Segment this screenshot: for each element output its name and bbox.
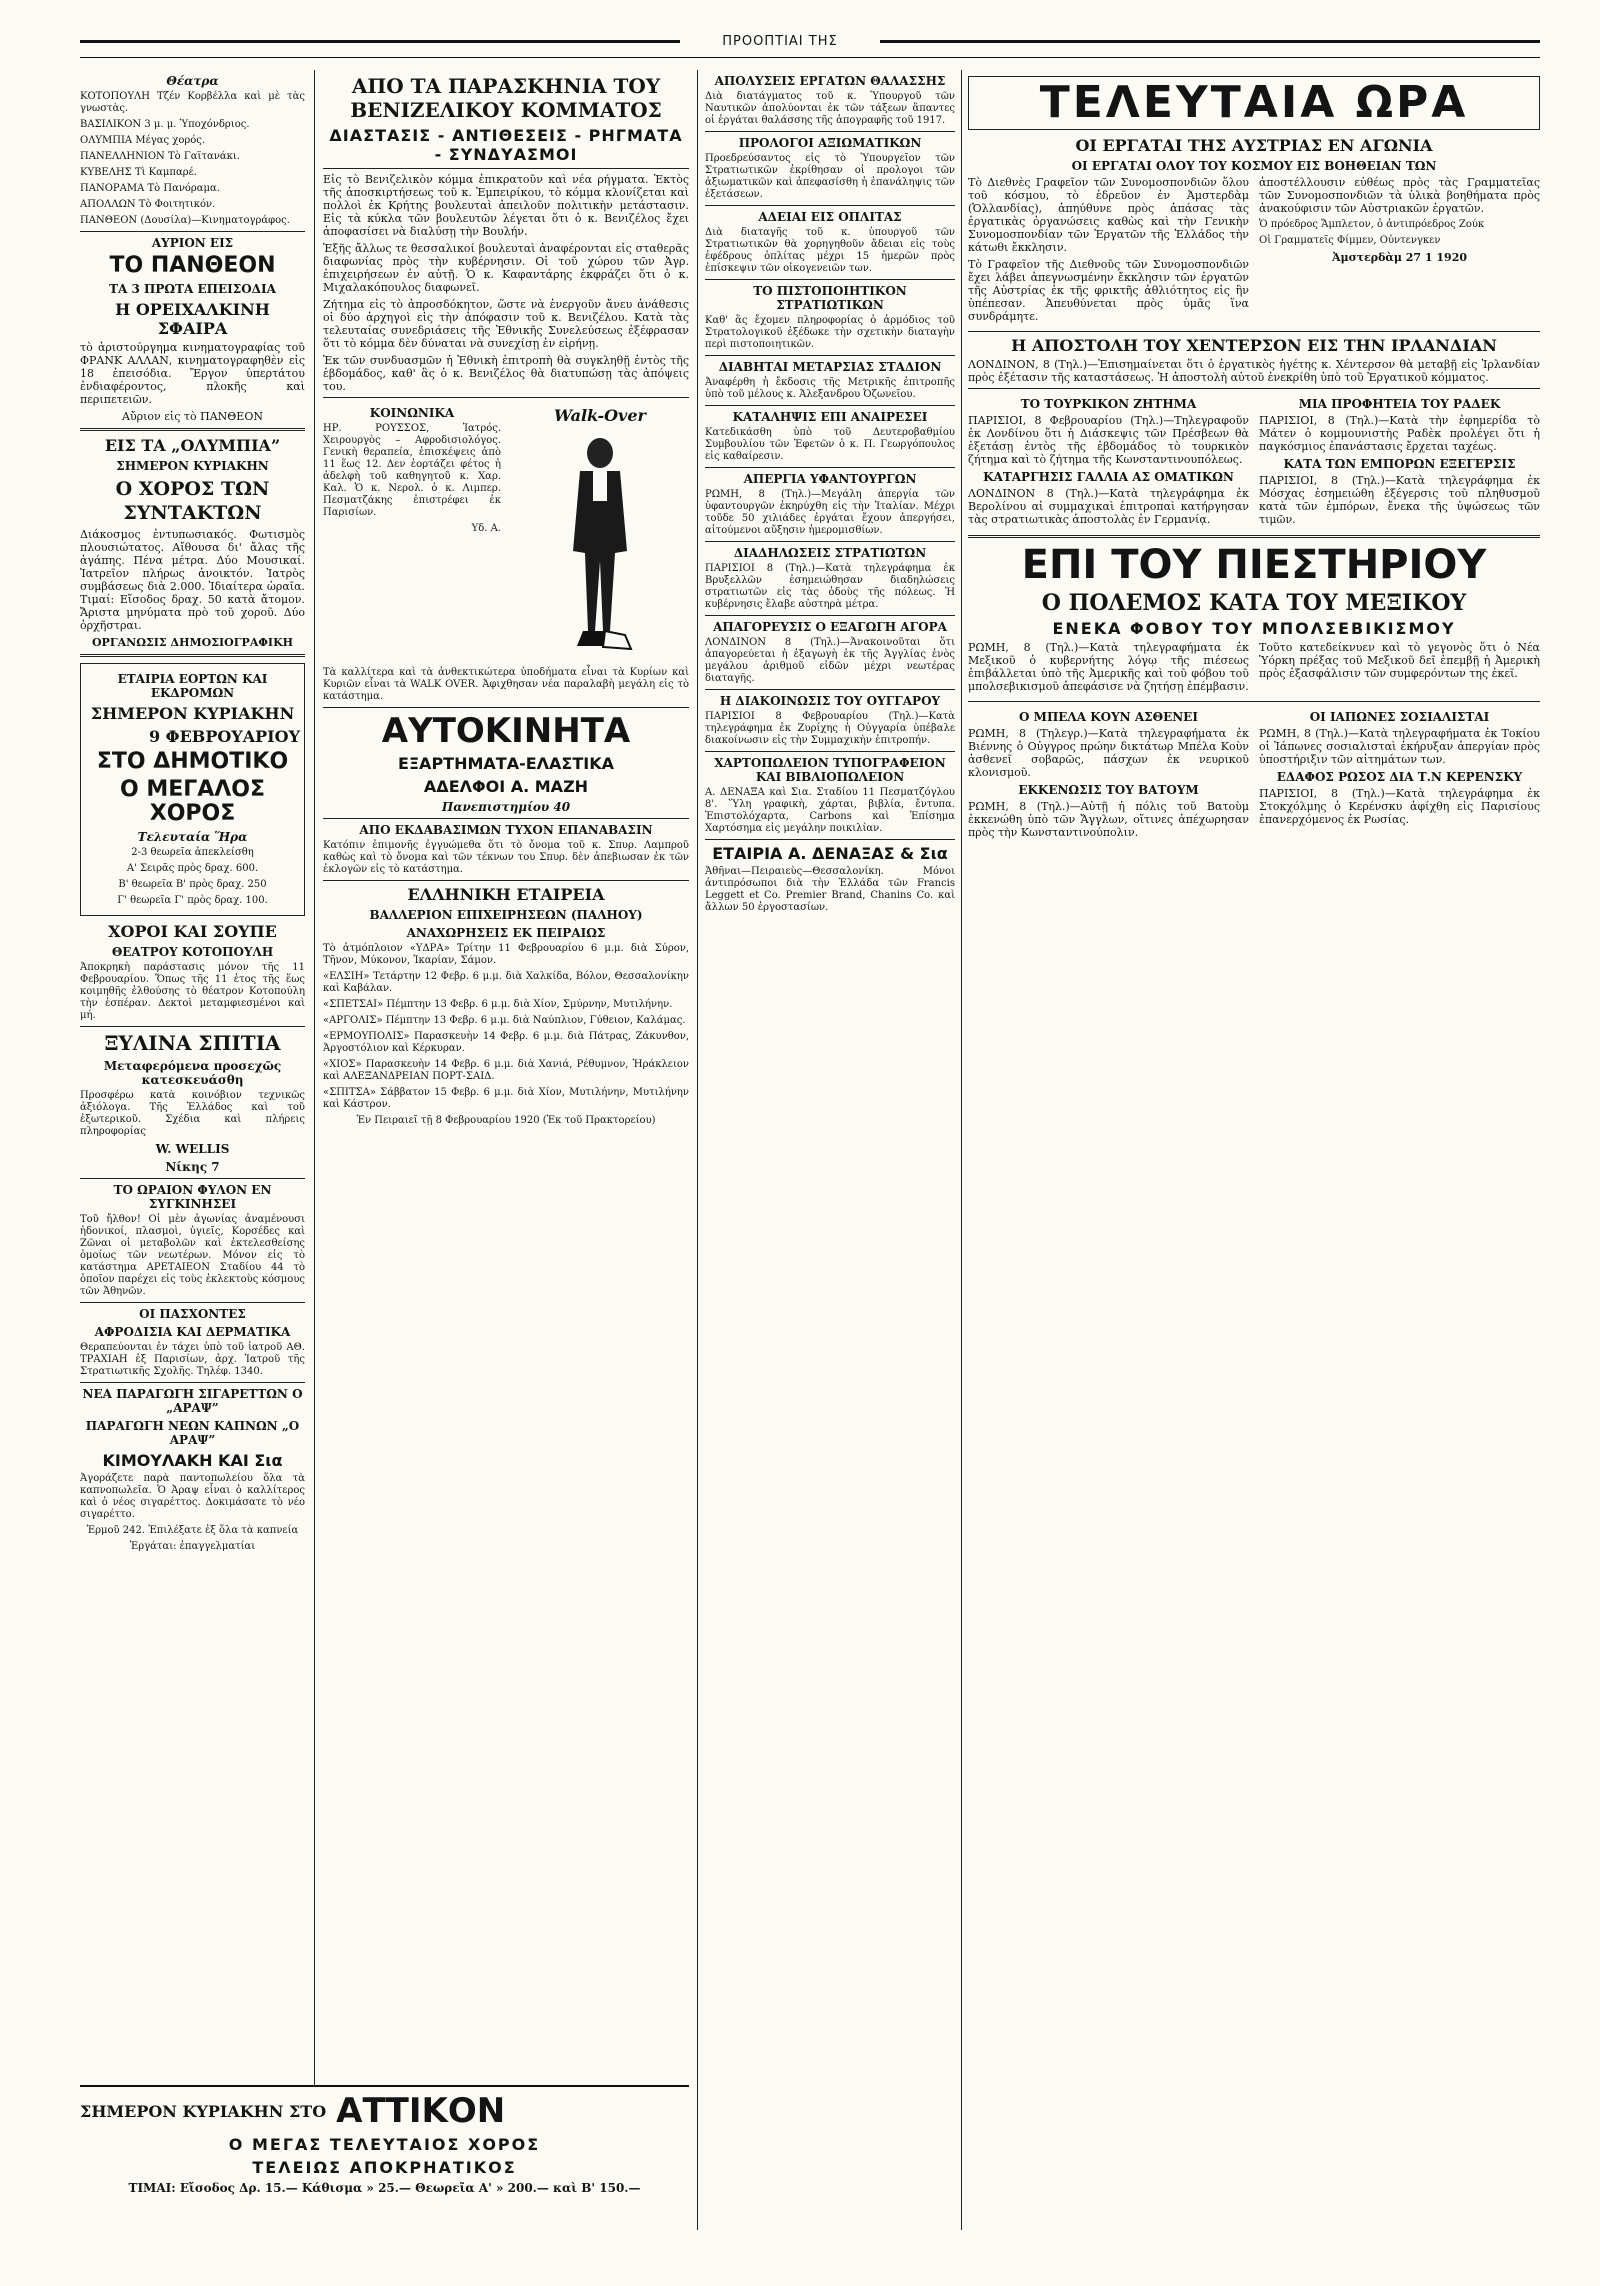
news-text: Προεδρεύσαντος εἰς τὸ Ὑπουργεῖον τῶν Στρατιωτικῶν ἐκρίθησαν οἱ προλογοι τῶν ἀξιωματικῶν καὶ ἀπεφασίσθη ἡ ἐπανάληψις τῶν ἐξετάσεων. <box>705 153 955 200</box>
dimotiko-price: Β' θεωρεῖα Β' πρὸς δραχ. 250 <box>118 879 267 890</box>
theatra-line: ΚΟΤΟΠΟΥΛΗ Τζέν Κορβέλλα καὶ μὲ τὰς γνωστὰς. <box>80 91 305 114</box>
news-title: ΤΟ ΠΙΣΤΟΠΟΙΗΤΙΚΟΝ ΣΤΡΑΤΙΩΤΙΚΩΝ <box>753 284 907 312</box>
dimotiko-title: Ο ΜΕΓΑΛΟΣ ΧΟΡΟΣ <box>119 777 266 826</box>
dimotiko-company: ΕΤΑΙΡΙΑ ΕΟΡΤΩΝ ΚΑΙ ΕΚΔΡΟΜΩΝ <box>117 672 268 700</box>
venizelos-paragraph: Ἐξῆς ἄλλως τε θεσσαλικοί βουλευταὶ ἀναφέρονται εἰς σταθερᾶς διαφωνίας πρὸς τὴν κυβέρνησιν. Οἱ τοῦ χώρου τῶν Ἀγρ. ἐπιχειρήσεων ἐν αὐτῇ. Ὁ κ. Καφαντάρης ἐκφράζει ὅτι ὁ κ. Μιχαλακόπουλος διαφωνεῖ. <box>323 242 689 294</box>
xylina-addr: Νίκης 7 <box>165 1160 220 1174</box>
attikon-date: ΣΗΜΕΡΟΝ ΚΥΡΙΑΚΗΝ ΣΤΟ <box>80 2101 327 2121</box>
news-text: Ἀναφέρθη ἡ ἔκδοσις τῆς Μετρικῆς ἐπιτροπῆς ὑπὸ τοῦ μέλους κ. Ἀλεξανδρου Ὀζωνεῖου. <box>705 377 955 400</box>
oraion-title: ΤΟ ΩΡΑΙΟΝ ΦΥΛΟΝ ΕΝ ΣΥΓΚΙΝΗΣΕΙ <box>113 1183 272 1211</box>
news-text: ΛΟΝΔΙΝΟΝ 8 (Τηλ.)—Ἀνακοινοῦται ὅτι ἀπαγορεύεται ἡ ἐξαγωγὴ ἐκ τῆς Ἀγγλίας ἑνὸς μεγάλου ἀριθμοῦ εἰδῶν μέχρι νεωτέρας διαταγῆς. <box>705 637 955 684</box>
dimotiko-ad <box>80 663 305 916</box>
etaireia-sub2: ΑΝΑΧΩΡΗΣΕΙΣ ΕΚ ΠΕΙΡΑΙΩΣ <box>406 926 606 940</box>
lead-paragraph: Τὸ Διεθνὲς Γραφεῖον τῶν Συνομοσπονδιῶν ὅλου τοῦ κόσμου, τὸ ἑδρεῦον ἐν Ἀμστερδὰμ (Ὁλλανδίας), ἀπηύθυνε πρὸς ἁπάσας τὰς ἐργατικὰς ὀργανώσεις καθὼς καὶ τὴν Γενικὴν Συνομοσπονδίαν τῶν Ἐργατῶν τῆς Ἑλλάδος τὴν κάτωθι ἔκκλησιν. <box>968 176 1249 254</box>
sailing-line: «ΣΠΕΤΣΑΙ» Πέμπτην 13 Φεβρ. 6 μ.μ. διὰ Χίον, Σμύρνην, Μυτιλήνην. <box>323 999 673 1010</box>
sailing-line: «ΑΡΓΟΛΙΣ» Πέμπτην 13 Φεβρ. 6 μ.μ. διὰ Ναύπλιον, Γύθειον, Καλάμας. <box>323 1015 686 1026</box>
news-text: Κατεδικάσθη ὑπὸ τοῦ Δευτεροβαθμίου Συμβουλίου τῶν Ἐφετῶν ὁ κ. Π. Γεωργόπουλος εἰς καθαίρεσιν. <box>705 427 955 462</box>
batoum-title: ΕΚΚΕΝΩΣΙΣ ΤΟΥ ΒΑΤΟΥΜ <box>1018 783 1199 797</box>
newspaper-page <box>80 34 1540 2240</box>
theatra-line: ΒΑΣΙΛΙΚΟΝ 3 μ. μ. Ὑποχόνδριος. <box>80 119 250 130</box>
radek-text: ΠΑΡΙΣΙΟΙ, 8 (Τηλ.)—Κατὰ τὴν ἐφημερίδα τὸ Μάτεν ὁ κομμουνιστὴς Ραδὲκ προλέγει ὅτι ἡ παγκόσμιος ἐπανάστασις ἔρχεται ταχέως. <box>1259 414 1540 453</box>
news-title: ΔΙΑΒΗΤΑΙ ΜΕΤΑΡΣΙΑΣ ΣΤΑΔΙΟΝ <box>718 360 942 374</box>
attikon-venue: ΑΤΤΙΚΟΝ <box>336 2091 506 2131</box>
sailing-line: «ΣΠΙΤΣΑ» Σάββατον 15 Φεβρ. 6 μ.μ. διὰ Χίον, Μυτιλήνην, Μυτιλήνην καὶ Κάστρον. <box>323 1087 689 1110</box>
dimotiko-price: Α' Σειρᾶς πρὸς δραχ. 600. <box>126 863 259 874</box>
dimotiko-price: Γ' θεωρεῖα Γ' πρὸς δραχ. 100. <box>117 895 268 906</box>
pantheon-sign: Αὔριον εἰς τὸ ΠΑΝΘΕΟΝ <box>122 410 263 423</box>
lead-paragraph: Τὸ Γραφεῖον τῆς Διεθνοῦς τῶν Συνομοσπονδιῶν ἔχει λάβει ἀπεγνωσμένην ἔκκλησιν τῶν ἐργατῶν τῆς Αὐστρίας ἐκ τῆς φρικτῆς ἀθλιότητος εἰς ἣν ὑπέπεσαν. Ἀπευθύνεται πρὸς ὑμᾶς ἵνα συνδράμητε. <box>968 258 1249 323</box>
news-text: Διὰ διατάγματος τοῦ κ. Ὑπουργοῦ τῶν Ναυτικῶν ἀπολύονται ἐκ τῶν τάξεων ἅπαντες οἱ ἐργάται θαλάσσης τῆς ἀπογραφῆς τοῦ 1917. <box>705 91 955 126</box>
column-divider <box>697 70 698 2230</box>
attikon-prices: ΤΙΜΑΙ: Εἴσοδος Δρ. 15.— Κάθισμα » 25.— Θεωρεῖα Α' » 200.— καὶ Β' 150.— <box>128 2181 641 2195</box>
theatra-line: ΚΥΒΕΛΗΣ Τὶ Καμπαρέ. <box>80 167 197 178</box>
theatra-list <box>80 91 305 227</box>
japan-text: ΡΩΜΗ, 8 (Τηλ.)—Κατὰ τηλεγραφήματα ἐκ Τοκίου οἱ Ἰάπωνες σοσιαλισταὶ ἐκήρυξαν ἀπεργίαν πρὸς ὑποστήριξιν τῶν αἰτημάτων των. <box>1259 727 1540 766</box>
venizelos-paragraph: Ἐκ τῶν συνδυασμῶν ἡ Ἐθνικὴ ἐπιτροπὴ θὰ συγκληθῇ ἐντὸς τῆς ἑβδομάδος, καθ' ἃς ὁ κ. Βενιζέλος θὰ διατυπώσῃ τὰς ἀπόψεις του. <box>323 354 689 393</box>
kerenski-title: ΕΔΑΦΟΣ ΡΩΣΟΣ ΔΙΑ Τ.Ν ΚΕΡΕΝΣΚΥ <box>1276 770 1523 784</box>
pantheon-title: ΤΟ ΠΑΝΘΕΟΝ <box>109 253 276 278</box>
news-text: ΠΑΡΙΣΙΟΙ 8 (Τηλ.)—Κατὰ τηλεγράφημα ἐκ Βρυξελλῶν ἐσημειώθησαν διαδηλώσεις στρατιωτῶν εἰς τὰς ὁδοὺς τῆς πόλεως. Ἡ κυβέρνησις ἔλαβε αὐστηρὰ μέτρα. <box>705 563 955 610</box>
walkover-brand: Walk-Over <box>554 406 646 425</box>
dimotiko-day: 9 ΦΕΒΡΟΥΑΡΙΟΥ <box>148 727 300 746</box>
xylina-title: ΞΥΛΙΝΑ ΣΠΙΤΙΑ <box>104 1031 281 1055</box>
column-3 <box>705 70 955 2230</box>
dimotiko-venue: ΣΤΟ ΔΗΜΟΤΙΚΟ <box>96 749 289 774</box>
news-title: Η ΔΙΑΚΟΙΝΩΣΙΣ ΤΟΥ ΟΥΓΓΑΡΟΥ <box>719 694 941 708</box>
sailing-line: «ΕΛΣΙΗ» Τετάρτην 12 Φεβρ. 6 μ.μ. διὰ Χαλκίδα, Βόλον, Θεσσαλονίκην καὶ Καβάλαν. <box>323 971 689 994</box>
attikon-ad <box>80 2085 689 2237</box>
press-title: Ο ΠΟΛΕΜΟΣ ΚΑΤΑ ΤΟΥ ΜΕΞΙΚΟΥ <box>1041 590 1467 616</box>
attikon-sub: ΤΕΛΕΙΩΣ ΑΠΟΚΡΗΑΤΙΚΟΣ <box>252 2158 517 2177</box>
walkover-text: Τὰ καλλίτερα καὶ τὰ ἀνθεκτικώτερα ὑποδήματα εἶναι τὰ Κυρίων καὶ Κυριῶν εἶναι τὰ WALK OVER. Ἀφιχθησαν νέα παραλαβὴ μεγάλη εἰς τὸ κατάστημα. <box>323 667 689 702</box>
autokinita-title: ΑΥΤΟΚΙΝΗΤΑ <box>381 711 631 751</box>
man-figure-icon <box>545 431 655 661</box>
turkish-title: ΤΟ ΤΟΥΡΚΙΚΟΝ ΖΗΤΗΜΑ <box>1020 397 1197 411</box>
olympia-sign: ΟΡΓΑΝΩΣΙΣ ΔΗΜΟΣΙΟΓΡΑΦΙΚΗ <box>91 636 294 649</box>
lead-date: Ἀμστερδὰμ 27 1 1920 <box>1331 251 1468 264</box>
koinonika-title: ΚΟΙΝΩΝΙΚΑ <box>369 406 455 420</box>
xylina-sub: Μεταφερόμενα προσεχῶς κατεσκευάσθη <box>103 1059 282 1087</box>
lead-sub: ΟΙ ΕΡΓΑΤΑΙ ΟΛΟΥ ΤΟΥ ΚΟΣΜΟΥ ΕΙΣ ΒΟΗΘΕΙΑΝ ΤΩΝ <box>1071 159 1437 173</box>
news-title: ΚΑΤΑΛΗΨΙΣ ΕΠΙ ΑΝΑΙΡΕΣΕΙ <box>732 410 928 424</box>
soupe-sub: ΘΕΑΤΡΟΥ ΚΟΤΟΠΟΥΛΗ <box>111 945 274 959</box>
final-news-row <box>968 706 1540 843</box>
koinonika-sign: Υδ. Α. <box>471 523 501 534</box>
gallia-text: ΛΟΝΔΙΝΟΝ 8 (Τηλ.)—Κατὰ τηλεγράφημα ἐκ Βερολίνου αἱ συμμαχικαὶ ἐπιτροπαὶ κατήργησαν τὰς στρατιωτικὰς ἀποστολὰς ἐν Γερμανίᾳ. <box>968 487 1249 526</box>
attikon-title: Ο ΜΕΓΑΣ ΤΕΛΕΥΤΑΙΟΣ ΧΟΡΟΣ <box>228 2135 541 2154</box>
arap-tel: Ἐργάται: ἐπαγγελματίαι <box>129 1541 256 1552</box>
ekdosis-text: Κατόπιν ἐπιμονῆς ἐγγυώμεθα ὅτι τὸ ὄνομα τοῦ κ. Σπυρ. Λαμπροῦ καθὼς καὶ τὸ ὄνομα καὶ τῶν τέκνων του Σπυρ. δὲν ἀπεβιωσαν ἐκ τῶν ἐκλογῶν εἰς τὸ κατάστημα. <box>323 840 689 875</box>
sailing-line: Τὸ ἀτμόπλοιον «ΥΔΡΑ» Τρίτην 11 Φεβρουαρίου 6 μ.μ. διὰ Σύρον, Τῆνον, Μύκονον, Ἰκαρίαν, Σάμον. <box>323 943 689 966</box>
oraion-text: Τοῦ ἤλθον! Οἱ μὲν ἀγωνίας ἀναμένουσι ἡδονικοί, πλασμοὶ, ὑγιεῖς, Κορσέδες καὶ Ζῶναι οἱ μεταβολῶν καὶ ἐκτελεσθείσης ὁμοίως τῶν νεωτέρων. Μόνον εἰς τὸ κατάστημα ΑΡΕΤΑΙΕΟΝ Σταδίου 44 τὸ ὁποῖον παρέχει εἰς τοὺς ἐκλεκτοὺς κόσμους τῶν Ἀθηνῶν. <box>80 1214 305 1297</box>
etaireia-foot: Ἐν Πειραιεῖ τῇ 8 Φεβρουαρίου 1920 (Ἐκ τοῦ Πρακτορείου) <box>356 1115 656 1126</box>
gallia-title: ΚΑΤΑΡΓΗΣΙΣ ΓΑΛΛΙΑ ΑΣ ΟΜΑΤΙΚΩΝ <box>983 470 1234 484</box>
koun-text: ΡΩΜΗ, 8 (Τηλεγρ.)—Κατὰ τηλεγραφήματα ἐκ Βιέννης ὁ Οὐγγρος πρώην δικτάτωρ Μπέλα Κοὺν ἀσθενεῖ σοβαρῶς, πάσχων ἐκ νευρικοῦ κλονισμοῦ. <box>968 727 1249 779</box>
koun-title: Ο ΜΠΕΛΑ ΚΟΥΝ ΑΣΘΕΝΕΙ <box>1019 710 1198 724</box>
walkover-illustration <box>511 431 689 661</box>
olympia-title: Ο ΧΟΡΟΣ ΤΩΝ ΣΥΝΤΑΚΤΩΝ <box>115 478 270 524</box>
news-text: Διὰ διαταγῆς τοῦ κ. ὑπουργοῦ τῶν Στρατιωτικῶν θὰ χορηγηθοῦν ἄδειαι εἰς τοὺς ἐφέδρους ὁπλίτας μέχρι 15 ἡμερῶν πρὸς ἐπίσκεψιν τῶν οἰκογενειῶν των. <box>705 227 955 274</box>
xylina-text: Προσφέρω κατὰ κοινόβιον τεχνικῶς ἀξιόλογα. Τῆς Ἑλλάδος καὶ τοῦ ἐξωτερικοῦ. Σχέδια καὶ πλήρεις πληροφορίας <box>80 1090 305 1137</box>
pantheon-text: τὸ ἀριστούργημα κινηματογραφίας τοῦ ΦΡΑΝΚ ΑΛΛΑΝ, κινηματογραφηθὲν εἰς 18 ἐπεισόδια. Ἔργον ὑπερτάτου ἐνδιαφέροντος, πλοκῆς καὶ περιπετειῶν. <box>80 341 305 406</box>
news-title: ΔΙΑΔΗΛΩΣΕΙΣ ΣΤΡΑΤΙΩΤΩΝ <box>733 546 927 560</box>
dimotiko-price: 2-3 θεωρεῖα ἀπεκλείσθη <box>131 847 254 858</box>
theatra-line: ΑΠΟΛΛΩΝ Τὸ Φοιτητικόν. <box>80 199 216 210</box>
soupe-title: ΧΟΡΟΙ ΚΑΙ ΣΟΥΠΕ <box>108 922 277 941</box>
press-banner: ΕΠΙ ΤΟΥ ΠΙΕΣΤΗΡΙΟΥ <box>1021 542 1487 588</box>
news-text: ΠΑΡΙΣΙΟΙ 8 Φεβρουαρίου (Τηλ.)—Κατὰ τηλεγράφημα ἐκ Ζυρίχης ἡ Οὐγγαρία ὑπέβαλε διακοίνωσιν εἰς τὴν Συμμαχικὴν ἐπιτροπήν. <box>705 711 955 746</box>
radek-title: ΜΙΑ ΠΡΟΦΗΤΕΙΑ ΤΟΥ ΡΑΔΕΚ <box>1298 397 1501 411</box>
pasxontes-sub: ΑΦΡΟΔΙΣΙΑ ΚΑΙ ΔΕΡΜΑΤΙΚΑ <box>94 1325 291 1339</box>
column-divider <box>314 70 315 2230</box>
news-title: ΕΤΑΙΡΙΑ Α. ΔΕΝΑΞΑΣ & Σια <box>712 844 948 863</box>
mission-text: ΛΟΝΔΙΝΟΝ, 8 (Τηλ.)—Ἐπισημαίνεται ὅτι ὁ ἐργατικὸς ἡγέτης κ. Χέντερσον θὰ μεταβῇ εἰς Ἰρλανδίαν πρὸς ἐξέτασιν τῆς καταστάσεως. Ἡ ἀποστολὴ αὐτοῦ ἐνεκρίθη ὑπὸ τοῦ Ἐργατικοῦ κόμματος. <box>968 358 1540 384</box>
theatra-line: ΟΛΥΜΠΙΑ Μέγας χορός. <box>80 135 206 146</box>
xylina-sign: W. WELLIS <box>155 1142 230 1156</box>
arap-sub: ΠΑΡΑΓΩΓΗ ΝΕΩΝ ΚΑΠΝΩΝ „Ο ΑΡΑΨ” <box>85 1419 300 1447</box>
etaireia-title: ΕΛΛΗΝΙΚΗ ΕΤΑΙΡΕΙΑ <box>407 885 605 904</box>
masthead-label: ΠΡΟΟΠΤΙΑΙ ΤΗΣ <box>680 34 880 49</box>
news-title: ΑΠΕΡΓΙΑ ΥΦΑΝΤΟΥΡΓΩΝ <box>743 472 917 486</box>
mission-title: Η ΑΠΟΣΤΟΛΗ ΤΟΥ ΧΕΝΤΕΡΣΟΝ ΕΙΣ ΤΗΝ ΙΡΛΑΝΔΙΑΝ <box>1011 336 1497 355</box>
turkish-text: ΠΑΡΙΣΙΟΙ, 8 Φεβρουαρίου (Τηλ.)—Τηλεγραφοῦν ἐκ Λονδίνου ὅτι ἡ Διάσκεψις τῶν Πρέσβεων θὰ ἐξετάσῃ ἐντὸς τῆς ἑβδομάδος τὸ τουρκικὸν ζήτημα καὶ τὸ ζήτημα τῆς Κωνσταντινουπόλεως. <box>968 414 1249 466</box>
press-sub: ΕΝΕΚΑ ΦΟΒΟΥ ΤΟΥ ΜΠΟΛΣΕΒΙΚΙΣΜΟΥ <box>1052 619 1456 638</box>
teleutaia-banner-box <box>968 76 1540 130</box>
venizelos-paragraph: Ζήτημα εἰς τὸ ἀπροσδόκητον, ὥστε νὰ ἐνεργοῦν ἄνευ ἀνάθεσις οἱ δύο ἀρχηγοὶ εἰς τὴν ἀπόφασιν τοῦ κ. Βενιζέλου. Κατὰ τὰς τελευταίας συνεδριάσεις τῆς Ἐθνικῆς Συνελεύσεως ἐξέφρασαν ὅτι τὸ κόμμα δὲν δύναται νὰ συνεχίσῃ ἐν εἰρήνῃ. <box>323 298 689 350</box>
batoum-text: ΡΩΜΗ, 8 (Τηλ.)—Αὐτῇ ἡ πόλις τοῦ Βατοὺμ ἐκκενώθη ὑπὸ τῶν Ἄγγλων, οἵτινες ἀπέχωρησαν πρὸς τὴν Κωνσταντινούπολιν. <box>968 800 1249 839</box>
arap-brand: ΚΙΜΟΥΛΑΚΗ ΚΑΙ Σια <box>102 1451 283 1470</box>
sailing-line: «ΧΙΟΣ» Παρασκευὴν 14 Φεβρ. 6 μ.μ. διὰ Χανιά, Ρέθυμνον, Ἡράκλειον καὶ ΑΛΕΞΑΝΔΡΕΙΑΝ ΠΟΡΤ-ΣΑΙΔ. <box>323 1059 689 1082</box>
theatra-line: ΠΑΝΕΛΛΗΝΙΟΝ Τὸ Γαϊτανάκι. <box>80 151 240 162</box>
news-text: Καθ' ἃς ἔχομεν πληροφορίας ὁ ἀρμόδιος τοῦ Στρατολογικοῦ ἐξέδωκε τὴν σχετικὴν διαταγὴν περὶ πιστοποιητικῶν. <box>705 315 955 350</box>
japan-title: ΟΙ ΙΑΠΩΝΕΣ ΣΟΣΙΑΛΙΣΤΑΙ <box>1309 710 1490 724</box>
press-paragraph: Τοῦτο κατεδείκνυεν καὶ τὸ γεγονὸς ὅτι ὁ Νέα Ὑόρκη πρέξας τοῦ Μεξικοῦ δεῖ ἐπεμβῇ ἡ Ἀμερικὴ πρὸς ἐξασφάλισιν τῶν συμφερόντων της ἐκεῖ. <box>1259 641 1540 680</box>
bolshevik-text: ΠΑΡΙΣΙΟΙ, 8 (Τηλ.)—Κατὰ τηλεγράφημα ἐκ Μόσχας ἐσημειώθη ἐξέγερσις τοῦ πληθυσμοῦ κατὰ τῶν ἐμπόρων, ἔνεκα τῆς ὑψώσεως τῶν τιμῶν. <box>1259 474 1540 526</box>
lead-sign-left: Ὁ πρόεδρος Ἄμπλετον, ὁ ἀντιπρόεδρος Ζούκ <box>1259 219 1485 230</box>
venizelos-banner: ΑΠΟ ΤΑ ΠΑΡΑΣΚΗΝΙΑ ΤΟΥ ΒΕΝΙΖΕΛΙΚΟΥ ΚΟΜΜΑΤΟΣ <box>350 74 662 122</box>
press-body <box>968 641 1540 697</box>
koinonika-text: ΗΡ. ΡΟΥΣΣΟΣ, Ἰατρός. Χειρουργὸς – Αφροδισιολόγος. Γενικὴ θεραπεία, ἐπισκέψεις ἀπὸ 11 ἕως 12. Δεν ἑορτάζει φέτος ἡ ἀδελφὴ τοῦ καθηγητοῦ κ. Χαρ. Καλ. Ὁ κ. Νερολ. ὁ κ. Λιμπερ. Πεσματζάκης ἐπιστρέφει ἐκ Παρισίων. <box>323 423 501 518</box>
venizelos-paragraph: Εἰς τὸ Βενιζελικὸν κόμμα ἐπικρατοῦν καὶ νέα ρήγματα. Ἐκτὸς τῆς ἀποσκιρτήσεως τοῦ κ. Ἐμπειρίκου, τὸ κόμμα κλονίζεται καὶ πολλοὶ ἐκ Κρήτης βουλευταὶ ἀπειλοῦν πολιτικὴν μετάστασιν. Εἰς τὰ κύκλα τῶν βουλευτῶν λέγεται ὅτι ὁ κ. Βενιζέλος ἔχει ἀποφασίσει νὰ διαλύσῃ τὴν Βουλήν. <box>323 173 689 238</box>
pasxontes-text: Θεραπεύονται ἐν τάχει ὑπὸ τοῦ ἰατροῦ ΑΘ. ΤΡΑΧΙΑΗ ἐξ Παρισίων, ἀρχ. Ἰατροῦ τῆς Στρατιωτικῆς Σχολῆς. Τηλέφ. 1340. <box>80 1342 305 1377</box>
olympia-text: Διάκοσμος ἐντυπωσιακός. Φωτισμὸς πλουσιώτατος. Αἴθουσα δι' ἄλας τῆς ἀγάπης. Πένα μέτρα. Δύο Μουσικαί. Ἰατρεῖον πλήρως ἀνοικτόν. Ἰατρὸς συμβάσεως διὰ 2.000. Ἰδιαίτερα ὡραῖα. Τιμαί: Εἴσοδος δραχ. 50 κατὰ ἄτομον. Ἄριστα μηνύματα πρὸ τοῦ χοροῦ. Δύο ὀρχῆστραι. <box>80 528 305 632</box>
news-title: ΑΠΟΛΥΣΕΙΣ ΕΡΓΑΤΩΝ ΘΑΛΑΣΣΗΣ <box>714 74 946 88</box>
news-title: ΑΠΑΓΟΡΕΥΣΙΣ Ο ΕΞΑΓΩΓΗ ΑΓΟΡΑ <box>713 620 947 634</box>
arap-addr: Ἑρμοῦ 242. Ἐπιλέξατε ἐξ ὅλα τὰ καπνεία <box>86 1525 299 1536</box>
news-text: Α. ΔΕΝΑΞΑ καὶ Σια. Σταδίου 11 Πεσματζόγλου 8'. Ὕλη γραφικὴ, χάρται, βιβλία, ἔντυπα. Ἐπιστολόχαρτα, Carbons καὶ Ἐπίσημα Χαρτόσημα εἰς μεγάλην ποικιλίαν. <box>705 787 955 834</box>
lead-paragraph: ἀποστέλλουσιν εὐθέως πρὸς τὰς Γραμματεῖας τῶν Συνομοσπονδιῶν τὰ ὑλικὰ βοηθήματα πρὸς ἀνακούφισιν τῶν Αὐστριακῶν ἐργατῶν. <box>1259 176 1540 215</box>
theatra-line: ΠΑΝΟΡΑΜΑ Τὸ Πανόραμα. <box>80 183 220 194</box>
news-text: ΡΩΜΗ, 8 (Τηλ.)—Μεγάλη ἀπεργία τῶν ὑφαντουργῶν ἐκηρύχθη εἰς τὴν Ἰταλίαν. Μέχρι τοῦδε 50 χιλιάδες ἐργάται ἔχουν ἀπεργήσει, αἰτούμενοι αὔξησιν ἡμερομισθίων. <box>705 489 955 536</box>
lead-body <box>968 176 1540 327</box>
autokinita-addr: Πανεπιστημίου 40 <box>441 800 571 814</box>
autokinita-sub: ΕΞΑΡΤΗΜΑΤΑ-ΕΛΑΣΤΙΚΑ <box>398 754 614 773</box>
column-4 <box>968 70 1540 2230</box>
news-text: Ἀθῆναι—Πειραιεὺς—Θεσσαλονίκη. Μόνοι ἀντιπρόσωποι διὰ τὴν Ἑλλάδα τῶν Francis Leggett et Co. Premier Brand, Chanins Co. καὶ ἄλλων 50 ἐργοστασίων. <box>705 866 955 913</box>
theatra-line: ΠΑΝΘΕΟΝ (Δουσίλα)—Κινηματογράφος. <box>80 215 290 226</box>
theatra-heading: Θέατρα <box>166 74 219 88</box>
press-paragraph: ΡΩΜΗ, 8 (Τηλ.)—Κατὰ τηλεγραφήματα ἐκ Μεξικοῦ ὁ κυβερνήτης λόγῳ τῆς πιέσεως ἐπιβάλλεται ὑπὸ τῆς Ἀμερικῆς καὶ τοῦ φόβου τοῦ μπολσεβικισμοῦ ἀπεφάσισε νὰ ζητήσῃ ἐπέμβασιν. <box>968 641 1249 693</box>
soupe-text: Ἀποκρηκὴ παράστασις μόνον τῆς 11 Φεβρουαρίου. Ὅπως τῆς 11 ἐτος τῆς ἕως κοιμηθῆς ἐλθούσης τὸ θέατρον Κοτοπούλη τὴν ἑσπέραν. Δεκτοὶ μεταμφιεσμένοι καὶ μή. <box>80 962 305 1021</box>
news-title: ΑΔΕΙΑΙ ΕΙΣ ΟΠΛΙΤΑΣ <box>758 210 902 224</box>
ekdosis-title: ΑΠΟ ΕΚΔΑΒΑΣΙΜΩΝ ΤΥΧΟΝ ΕΠΑΝΑΒΑΣΙΝ <box>359 823 653 837</box>
autokinita-firm: ΑΔΕΛΦΟΙ Α. ΜΑΖΗ <box>423 777 589 796</box>
olympia-date: ΣΗΜΕΡΟΝ ΚΥΡΙΑΚΗΝ <box>116 459 269 473</box>
kerenski-text: ΠΑΡΙΣΙΟΙ, 8 (Τηλ.)—Κατὰ τηλεγράφημα ἐκ Στοκχόλμης ὁ Κερένσκυ ἀφίχθη εἰς Παρισίους ἐπανερχόμενος ἐκ Ρωσίας. <box>1259 787 1540 826</box>
pantheon-kicker: ΑΥΡΙΟΝ ΕΙΣ <box>151 236 234 250</box>
etaireia-sub: ΒΑΛΛΕΡΙΟΝ ΕΠΙΧΕΙΡΗΣΕΩΝ (ΠΑΛΗΟΥ) <box>369 908 643 922</box>
koinonika-walkover-row <box>323 402 689 667</box>
dimotiko-note: Τελευταία Ἥρα <box>137 830 248 844</box>
news-title: ΧΑΡΤΟΠΩΛΕΙΟΝ ΤΥΠΟΓΡΑΦΕΙΟΝ ΚΑΙ ΒΙΒΛΙΟΠΩΛΕΙΟΝ <box>714 756 946 784</box>
lead-title: ΟΙ ΕΡΓΑΤΑΙ ΤΗΣ ΑΥΣΤΡΙΑΣ ΕΝ ΑΓΩΝΙΑ <box>1075 136 1433 155</box>
column-divider <box>961 70 962 2230</box>
arap-title: ΝΕΑ ΠΑΡΑΓΩΓΗ ΣΙΓΑΡΕΤΤΩΝ Ο „ΑΡΑΨ” <box>82 1387 303 1415</box>
arap-text: Ἀγοράζετε παρὰ παντοπωλείου ὅλα τὰ καπνοπωλεῖα. Ὁ Ἀραψ εἶναι ὁ καλλίτερος καὶ ὁ νέος σιγαρέττος. Δοκιμάσατε τὸ νέο σιγαρέττο. <box>80 1473 305 1520</box>
dimotiko-date: ΣΗΜΕΡΟΝ ΚΥΡΙΑΚΗΝ <box>90 704 295 723</box>
pantheon-feature: Η ΟΡΕΙΧΑΛΚΙΝΗ ΣΦΑΙΡΑ <box>115 300 270 338</box>
venizelos-subbanner: ΔΙΑΣΤΑΣΙΣ - ΑΝΤΙΘΕΣΕΙΣ - ΡΗΓΜΑΤΑ - ΣΥΝΔΥΑΣΜΟΙ <box>329 126 683 164</box>
turkish-radek-row <box>968 393 1540 530</box>
teleutaia-banner: ΤΕΛΕΥΤΑΙΑ ΩΡΑ <box>1039 77 1469 128</box>
column-1 <box>80 70 305 2230</box>
column-2 <box>323 70 689 2230</box>
olympia-kicker: ΕΙΣ ΤΑ „ΟΛΥΜΠΙΑ” <box>104 436 281 455</box>
news-title: ΠΡΟΛΟΓΟΙ ΑΞΙΩΜΑΤΙΚΩΝ <box>738 136 922 150</box>
bolshevik-title: ΚΑΤΑ ΤΩΝ ΕΜΠΟΡΩΝ ΕΞΕΓΕΡΣΙΣ <box>1283 457 1516 471</box>
pantheon-sub: ΤΑ 3 ΠΡΩΤΑ ΕΠΕΙΣΟΔΙΑ <box>109 282 276 296</box>
lead-sign-right: Οἱ Γραμματεῖς Φίμμεν, Οὐντενγκεν <box>1259 235 1441 246</box>
sailing-line: «ΕΡΜΟΥΠΟΛΙΣ» Παρασκευὴν 14 Φεβρ. 6 μ.μ. διὰ Πάτρας, Ζάκυνθον, Ἀργοστόλιον καὶ Κέρκυραν. <box>323 1031 689 1054</box>
pasxontes-title: ΟΙ ΠΑΣΧΟΝΤΕΣ <box>139 1307 246 1321</box>
